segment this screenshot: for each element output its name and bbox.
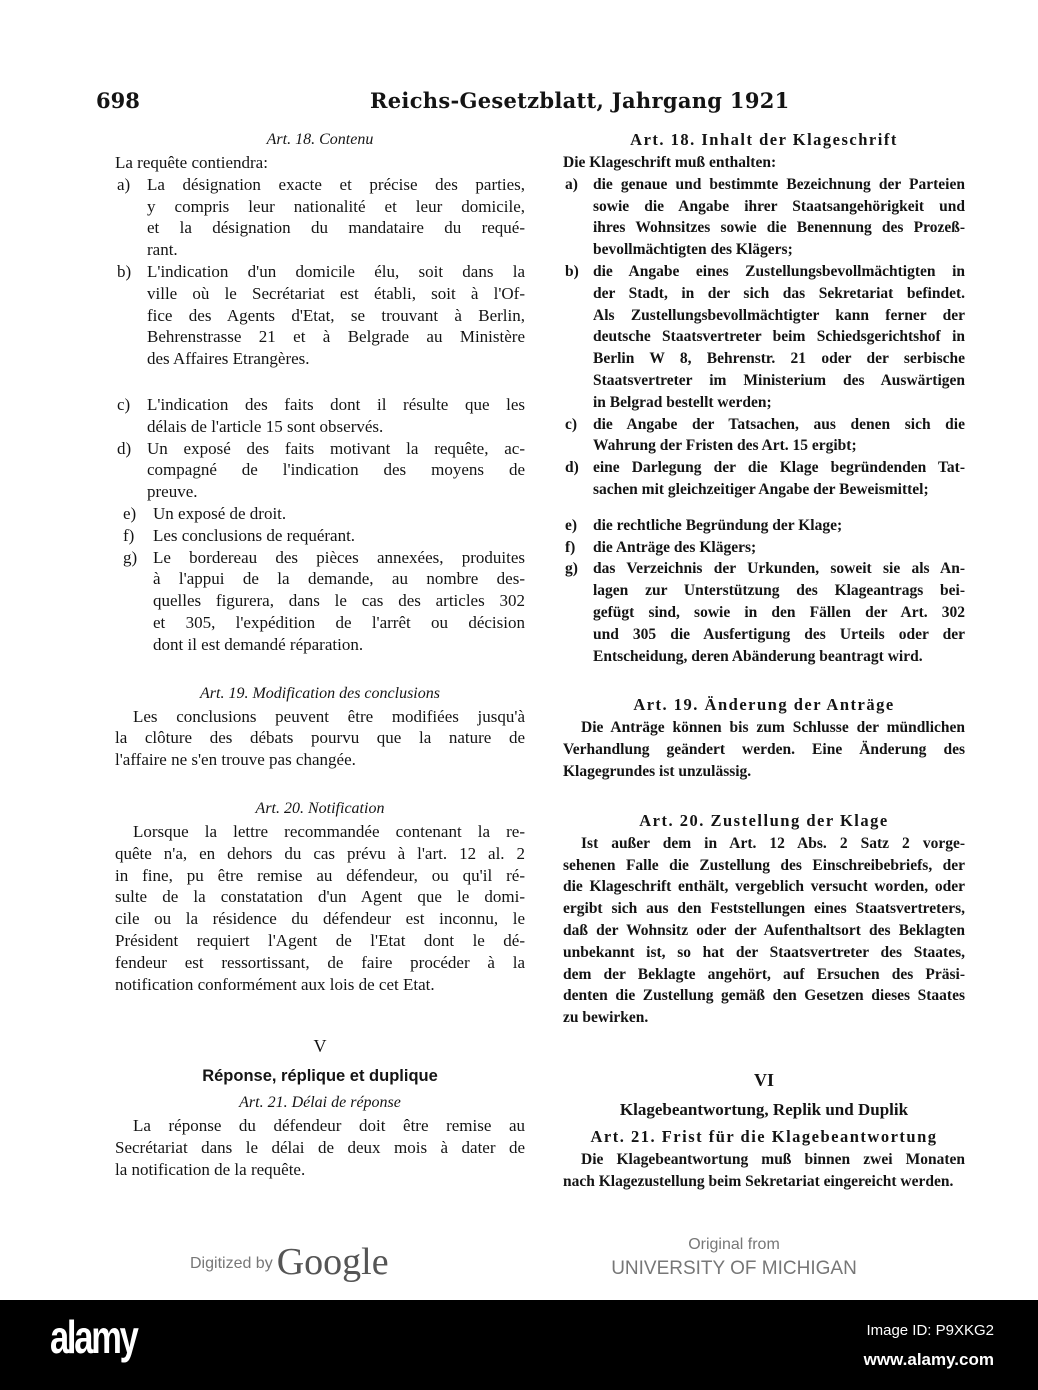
paragraph xyxy=(115,706,525,771)
list-item xyxy=(563,558,965,667)
french-column xyxy=(115,128,525,1181)
paragraph xyxy=(115,152,525,174)
image-id: Image ID: P9XKG2 xyxy=(866,1322,994,1339)
list-item-label: e) xyxy=(565,516,578,534)
google-logo: Google xyxy=(276,1241,389,1283)
section-title: Klagebeantwortung, Replik und Duplik xyxy=(619,1099,909,1119)
digitized-by-label: Digitized by xyxy=(190,1255,273,1272)
alamy-url: www.alamy.com xyxy=(863,1350,994,1369)
text-line: und 305 die Ausfertigung des Urteils oder der xyxy=(593,625,965,643)
article-heading: Art. 19. Änderung der Anträge xyxy=(633,695,895,715)
text-line: Berlin W 8, Behrenstr. 21 oder der serbische xyxy=(593,350,965,368)
watermark-bar xyxy=(0,1300,1038,1390)
list-item-label: a) xyxy=(565,175,578,193)
text-line: sehenen Falle die Zustellung des Einschreibebriefs, der xyxy=(563,856,965,874)
text-line: unbekannt ist, so hat der Staatsvertreter des Staates, xyxy=(563,943,965,961)
list-item xyxy=(115,261,525,370)
text-line: denten die Zustellung gemäß den Gesetzen dieses Staates xyxy=(563,987,965,1005)
text-line: Die Klagebeantwortung muß binnen zwei Monaten xyxy=(581,1150,965,1168)
list-item-label: b) xyxy=(117,261,132,281)
list-item xyxy=(115,547,525,656)
text-line: dont il est demandé réparation. xyxy=(153,634,364,654)
list-item-label: d) xyxy=(565,459,579,477)
text-line: sulte de la constatation d'un Agent que le domi- xyxy=(115,887,525,907)
text-line: die Anträge des Klägers; xyxy=(593,538,757,556)
text-line: Le bordereau des pièces annexées, produites xyxy=(153,547,525,567)
text-line: dem der Beklagte angehört, auf Ersuchen des Präsi- xyxy=(563,965,965,983)
article-heading: Art. 20. Zustellung der Klage xyxy=(639,810,889,830)
running-title: Reichs-Gesetzblatt, Jahrgang 1921 xyxy=(370,88,790,113)
text-line: Les conclusions peuvent être modifiées jusqu'à xyxy=(133,706,525,726)
text-line: die Klageschrift enthält, vergeblich versucht worden, oder xyxy=(563,878,965,896)
list-item-label: d) xyxy=(117,438,132,458)
text-line: Président requiert l'Agent de l'Etat dont le dé- xyxy=(115,930,525,950)
text-line: la notification de la requête. xyxy=(115,1159,306,1179)
list-item-label: e) xyxy=(123,503,137,523)
text-line: fendeur est ressortissant, de faire procéder à la xyxy=(115,952,525,972)
section-number: V xyxy=(313,1036,327,1057)
text-line: Ist außer dem in Art. 12 Abs. 2 Satz 2 vorge- xyxy=(581,834,965,852)
text-line: eine Darlegung der die Klage begründenden Tat- xyxy=(593,459,965,477)
text-line: zu bewirken. xyxy=(563,1009,649,1027)
text-line: des Affaires Etrangères. xyxy=(147,349,310,369)
text-line: Behrenstrasse 21 et à Belgrade au Ministère xyxy=(147,327,525,347)
text-line: et 305, l'expédition de l'arrêt ou décision xyxy=(153,612,525,632)
list-item xyxy=(563,537,965,559)
text-line: La requête contiendra: xyxy=(115,153,268,172)
digitized-by-google xyxy=(190,1240,389,1284)
paragraph xyxy=(563,717,965,782)
text-line: compagné de l'indication des moyens de xyxy=(147,460,525,480)
text-line: der Stadt, in der sich das Sekretariat befindet. xyxy=(593,284,965,302)
paragraph xyxy=(115,1115,525,1180)
text-line: das Verzeichnis der Urkunden, soweit sie als An- xyxy=(593,560,965,578)
text-line: à l'appui de la demande, au nombre des- xyxy=(153,569,525,589)
text-line: daß der Wohnsitz oder der Aufenthaltsort des Beklagten xyxy=(563,921,965,939)
text-line: L'indication d'un domicile élu, soit dans la xyxy=(147,261,525,281)
text-line: Les conclusions de requérant. xyxy=(153,525,356,545)
text-line: Secrétariat dans le délai de deux mois à dater de xyxy=(115,1138,525,1158)
list-item xyxy=(563,515,965,537)
article-heading: Art. 21. Frist für die Klagebeantwortung xyxy=(590,1126,938,1146)
list-item-label: g) xyxy=(565,560,578,578)
text-line: la clôture des débats pourvu que la nature de xyxy=(115,728,525,748)
text-line: Als Zustellungsbevollmächtigter kann ferner der xyxy=(593,306,965,324)
text-line: l'affaire ne s'en trouve pas changée. xyxy=(115,750,356,770)
text-line: La réponse du défendeur doit être remise au xyxy=(133,1116,525,1136)
text-line: gefügt sind, sowie in den Fällen der Art. 302 xyxy=(593,603,965,621)
section-title: Réponse, réplique et duplique xyxy=(202,1067,438,1086)
list-item-label: b) xyxy=(565,262,579,280)
text-line: preuve. xyxy=(147,482,198,502)
university-name: UNIVERSITY OF MICHIGAN xyxy=(611,1258,857,1279)
list-item xyxy=(563,261,965,414)
text-line: Die Anträge können bis zum Schlusse der mündlichen xyxy=(581,719,965,737)
text-line: fice des Agents d'Etat, se trouvant à Berlin, xyxy=(147,305,525,325)
alamy-logo: alamy xyxy=(50,1311,137,1363)
paragraph xyxy=(563,833,965,1029)
article-heading: Art. 20. Notification xyxy=(255,799,385,817)
text-line: in fine, pu être remise au défendeur, ou qu'il ré- xyxy=(115,865,525,885)
text-line: die rechtliche Begründung der Klage; xyxy=(593,516,843,534)
text-line: deutsche Staatsvertreter beim Schiedsgerichtshof in xyxy=(593,328,965,346)
text-line: Die Klageschrift muß enthalten: xyxy=(563,154,777,171)
text-line: ergibt sich aus den Feststellungen eines Staatsvertreters, xyxy=(563,900,965,918)
text-line: Un exposé de droit. xyxy=(153,503,287,523)
text-line: lagen zur Unterstützung des Klageantrags bei- xyxy=(593,582,965,600)
text-line: die Angabe der Tatsachen, aus denen sich die xyxy=(593,415,965,433)
text-line: rant. xyxy=(147,240,178,260)
list-item-label: f) xyxy=(565,538,576,556)
original-from xyxy=(604,1236,864,1280)
text-line: L'indication des faits dont il résulte que les xyxy=(147,394,525,414)
text-line: et la désignation du mandataire du requé- xyxy=(147,218,525,238)
article-heading: Art. 18. Contenu xyxy=(266,131,374,148)
list-item xyxy=(563,457,965,501)
text-line: Lorsque la lettre recommandée contenant la re- xyxy=(133,821,525,841)
text-line: bevollmächtigten des Klägers; xyxy=(593,241,793,259)
text-line: Entscheidung, deren Abänderung beantragt wird. xyxy=(593,647,923,665)
text-line: nach Klagezustellung beim Sekretariat eingereicht werden. xyxy=(563,1172,954,1190)
list-item-label: g) xyxy=(123,547,138,567)
page-number: 698 xyxy=(96,88,140,113)
text-line: notification conformément aux lois de cet Etat. xyxy=(115,974,435,994)
text-line: quelles figurera, dans le cas des articles 302 xyxy=(153,591,525,611)
text-line: La désignation exacte et précise des parties, xyxy=(147,174,525,194)
list-item xyxy=(115,525,525,547)
text-line: ihres Wohnsitzes sowie die Benennung des Prozeß- xyxy=(593,219,965,237)
text-line: cile ou la résidence du défendeur est inconnu, le xyxy=(115,909,525,929)
text-line: sowie die Angabe ihrer Staatsangehörigkeit und xyxy=(593,197,965,215)
text-line: ville où le Secrétariat est établi, soit à l'Of- xyxy=(147,283,525,303)
paragraph xyxy=(563,1149,965,1193)
list-item xyxy=(115,503,525,525)
list-item xyxy=(115,438,525,503)
paragraph xyxy=(563,152,965,174)
list-item xyxy=(115,394,525,438)
text-line: die genaue und bestimmte Bezeichnung der Parteien xyxy=(593,175,965,193)
text-line: Wahrung der Fristen des Art. 15 ergibt; xyxy=(593,437,857,455)
german-column xyxy=(563,128,965,1192)
text-line: délais de l'article 15 sont observés. xyxy=(147,416,384,436)
article-heading: Art. 21. Délai de réponse xyxy=(239,1094,401,1112)
paragraph xyxy=(115,821,525,995)
list-item-label: a) xyxy=(117,174,131,194)
text-line: quête n'a, en dehors du cas prévu à l'art. 12 al. 2 xyxy=(115,843,525,863)
list-item-label: f) xyxy=(123,525,135,545)
text-line: Un exposé des faits motivant la requête, ac- xyxy=(147,438,525,458)
text-line: sachen mit gleichzeitiger Angabe der Beweismittel; xyxy=(593,480,929,498)
list-item xyxy=(115,174,525,261)
article-heading: Art. 18. Inhalt der Klageschrift xyxy=(630,130,898,149)
original-from-label: Original from xyxy=(688,1236,780,1253)
text-line: y compris leur nationalité et leur domicile, xyxy=(147,196,525,216)
text-line: in Belgrad bestellt werden; xyxy=(593,393,772,411)
list-item-label: c) xyxy=(117,394,131,414)
list-item-label: c) xyxy=(565,415,578,433)
article-heading: Art. 19. Modification des conclusions xyxy=(200,684,440,702)
text-line: Verhandlung geändert werden. Eine Änderung des xyxy=(563,741,965,759)
text-line: Staatsvertreter im Ministerium des Auswärtigen xyxy=(593,371,965,389)
text-line: die Angabe eines Zustellungsbevollmächtigten in xyxy=(593,262,965,280)
list-item xyxy=(563,414,965,458)
text-line: Klagegrundes ist unzulässig. xyxy=(563,762,752,780)
section-number: VI xyxy=(753,1069,774,1090)
list-item xyxy=(563,174,965,261)
